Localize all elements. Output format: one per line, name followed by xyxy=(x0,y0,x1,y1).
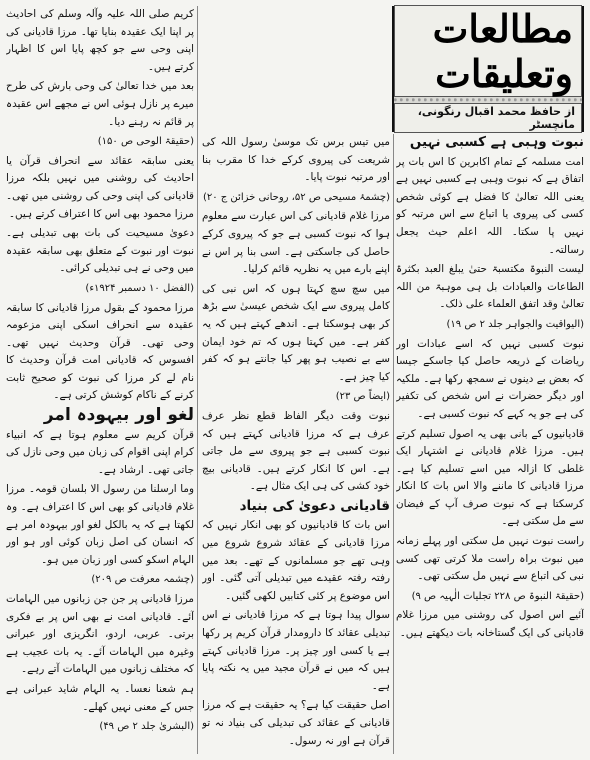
column-divider xyxy=(197,6,198,754)
paragraph: آئیے اس اصول کی روشنی میں مرزا غلام قادیانی کی ایک گستاخانہ بات دیکھتے ہیں۔ xyxy=(396,609,584,640)
paragraph: نبوت وقت دیگر الفاظ قطع نظر عرف عرف ہے کہ مرزا قادیانی کہتے ہیں کہ نبوت کسبی ہے جو پیروی سے مل جاتی ہے۔ اس کا انکار کرتے ہیں۔ قادیانی بیچ خود کشی کی ہی ایک مثال ہے۔ xyxy=(202,409,390,493)
citation: (ایضاً ص ۲۳) xyxy=(335,391,390,403)
paragraph: اصل حقیقت کیا ہے؟ یہ حقیقت ہے کہ مرزا قادیانی کے عقائد کی تبدیلی کی بنیاد نہ تو قرآن ہے اور نہ رسول۔ xyxy=(202,699,390,747)
citation: (چشمۂ مسیحی ص ۵۲، روحانی خزائن ج ۲۰) xyxy=(202,191,390,203)
paragraph: نبوت کسبی نہیں کہ اسے عبادات اور ریاضات کے ذریعہ حاصل کیا جاسکے جیسا کہ بعض بے دینوں نے سمجھ رکھا ہے۔ ملکیہ اور دیگر حضرات نے اس شخص کی تکفیر کی ہے جو یہ کہے کہ نبوت کسبی ہے۔ xyxy=(396,337,584,420)
paragraph: دعویٰ مسیحیت کی بات بھی تبدیلی ہے۔ نبوت اور نبوت کے متعلق بھی سابقہ عقیدہ میں وحی نے ہی تبدیلی کرائی۔ xyxy=(6,227,194,275)
right-column xyxy=(396,134,584,754)
paragraph: مرزا غلام قادیانی کی اس عبارت سے معلوم ہوا کہ نبوت کسبی ہے جو کہ پیروی کرکے حاصل کی جاسکتی ہے۔ اسی بنا پر اس نے اپنے بارے میں یہ نظریہ قائم کرلیا۔ xyxy=(202,210,390,276)
section-heading: قادیانی دعویٰ کی بنیاد xyxy=(239,497,390,514)
paragraph: یعنی سابقہ عقائد سے انحراف قرآن یا احادیث کی روشنی میں نہیں بلکہ مرزا قادیانی کی اپنی وحی کی روشنی میں تھی۔ مرزا محمود بھی اس کا اعتراف کرتے ہیں۔ xyxy=(6,154,194,220)
author-byline: از حافظ محمد اقبال رنگونی، مانچسٹر xyxy=(394,103,582,133)
left-column xyxy=(6,6,194,754)
paragraph: سوال پیدا ہوتا ہے کہ مرزا قادیانی نے اس تبدیلی عقائد کا دارومدار قرآن کریم پر رکھا ہے یا کسی اور چیز پر۔ مرزا قادیانی کہتے ہیں کہ میں نے قرآن مجید میں یہ نکتہ پایا ہے۔ xyxy=(202,609,390,692)
paragraph: لیست النبوۃ مکتسبۃ حتیٰ یبلغ العبد بکثرۃ الطاعات والعبادات بل ہی موہبۃ من اللہ تعالیٰ وقد اتفق العلماء علی ذلک۔ xyxy=(396,263,584,311)
middle-column xyxy=(202,134,390,754)
paragraph: میں تیس برس تک موسیٰ رسول اللہ کی شریعت کی پیروی کرکے خدا کا مقرب بنا اور مرتبہ نبوت پایا۔ xyxy=(202,136,390,184)
citation: (حقیقۃ الوحی ص ۱۵۰) xyxy=(97,136,194,148)
paragraph: بعد میں خدا تعالیٰ کی وحی بارش کی طرح میرے پر نازل ہوئی اس نے مجھے اس عقیدہ پر قائم نہ رہنے دیا۔ xyxy=(6,80,194,128)
paragraph: مرزا محمود کے بقول مرزا قادیانی کا سابقہ عقیدہ سے انحراف اسکی اپنی مزعومہ وحی تھی۔ قرآن وحدیث نہیں تھی۔ افسوس کہ قادیانی امت قرآن وحدیث کا نام لے کر مرزا کی نبوت کو صحیح ثابت کرنے کے ناکام کوشش کرتی ہے۔ xyxy=(6,301,194,402)
citation: (الفضل ۱۰ دسمبر ۱۹۲۴ء) xyxy=(85,282,194,294)
citation: (حقیقۃ النبوۃ ص ۲۲۸ تجلیات الٰہیہ ص ۹) xyxy=(411,590,584,602)
paragraph: امت مسلمہ کے تمام اکابرین کا اس بات پر اتفاق ہے کہ نبوت وہبی ہے کسبی نہیں ہے یعنی اللہ تعالیٰ کا فضل ہے کوئی شخص کسی کی پیروی یا اتباع سے اس مرتبہ کو نہیں پا سکتا۔ اللہ اعلم حیث یجعل رسالتہ۔ xyxy=(396,155,584,256)
paragraph: قادیانیوں کے بانی بھی یہ اصول تسلیم کرتے ہیں۔ مرزا غلام قادیانی نے اشتہار ایک غلطی کا ازالہ میں اسے تسلیم کیا ہے۔ مرزا قادیانی کا ماننے والا اس بات کا انکار کرسکتا ہے کہ نبوت صرف آپ کے فیضان سے مل سکتی ہے۔ xyxy=(396,427,584,528)
paragraph: وما ارسلنا من رسول الا بلسان قومہ۔ مرزا غلام قادیانی کو بھی اس کا اعتراف ہے۔ وہ لکھتا ہے کہ یہ بالکل لغو اور بیہودہ امر ہے کہ انسان کی اصل زبان کوئی اور ہو اور الہام اسکو کسی اور زبان میں ہو۔ xyxy=(6,483,194,566)
citation: (چشمہ معرفت ص ۲۰۹) xyxy=(91,574,194,586)
paragraph: قرآن کریم سے معلوم ہوتا ہے کہ انبیاء کرام اپنی اقوام کی زبان میں وحی نازل کی جاتی تھی۔ ارشاد ہے۔ xyxy=(6,428,194,476)
paragraph: ہم شعنا نعسا۔ یہ الہام شاید عبرانی ہے جس کے معنی نہیں کھلے۔ xyxy=(6,682,194,713)
paragraph: اس بات کا قادیانیوں کو بھی انکار نہیں کہ مرزا قادیانی کے عقائد شروع شروع میں وہی تھے جو مسلمانوں کے تھے۔ بعد میں رفتہ رفتہ عقیدے میں تبدیلی آتی گئی۔ اور اس موضوع پر کئی کتابیں لکھی گئیں۔ xyxy=(202,519,390,602)
paragraph: مرزا قادیانی پر جن جن زبانوں میں الہامات آئے۔ قادیانی امت نے بھی اس پر بے فکری برتی۔ عربی، اردو، انگریزی اور عبرانی وغیرہ میں الہامات آئے۔ یہ بات عجیب ہے کہ مختلف زبانوں میں الہامات آتے رہے۔ xyxy=(6,593,194,676)
paragraph: راست نبوت نہیں مل سکتی اور پہلے زمانہ میں نبوت براہ راست ملا کرتی تھی کسی نبی کی اتباع سے نہیں مل سکتی تھی۔ xyxy=(396,535,584,583)
citation: (الیواقیت والجواہر جلد ۲ ص ۱۹) xyxy=(446,318,584,330)
column-banner xyxy=(392,6,584,132)
paragraph: کریم صلی اللہ علیہ وآلہ وسلم کی احادیث پر اپنا ایک عقیدہ بنایا تھا۔ مرزا قادیانی کی اپنی وحی سے جو کچھ پایا اس کا اظہار کرتے ہیں۔ xyxy=(6,8,194,73)
paragraph: میں سچ سچ کہتا ہوں کہ اس نبی کی کامل پیروی سے ایک شخص عیسیٰ سے بڑھ کر بھی ہوسکتا ہے۔ اندھے کہتے ہیں کہ یہ کفر ہے۔ میں کہتا ہوں کہ تم خود ایمان سے بے نصیب ہو پھر کیا جانتے ہو کہ کفر کیا چیز ہے۔ xyxy=(202,282,390,383)
citation: (البشریٰ جلد ۲ ص ۴۹) xyxy=(99,721,194,733)
column-title: مطالعات وتعلیقات xyxy=(394,5,582,97)
column-divider xyxy=(393,134,394,754)
section-heading: نبوت وہبی ہے کسبی نہیں xyxy=(409,134,584,150)
section-heading: لغو اور بیہودہ امر xyxy=(43,405,194,426)
